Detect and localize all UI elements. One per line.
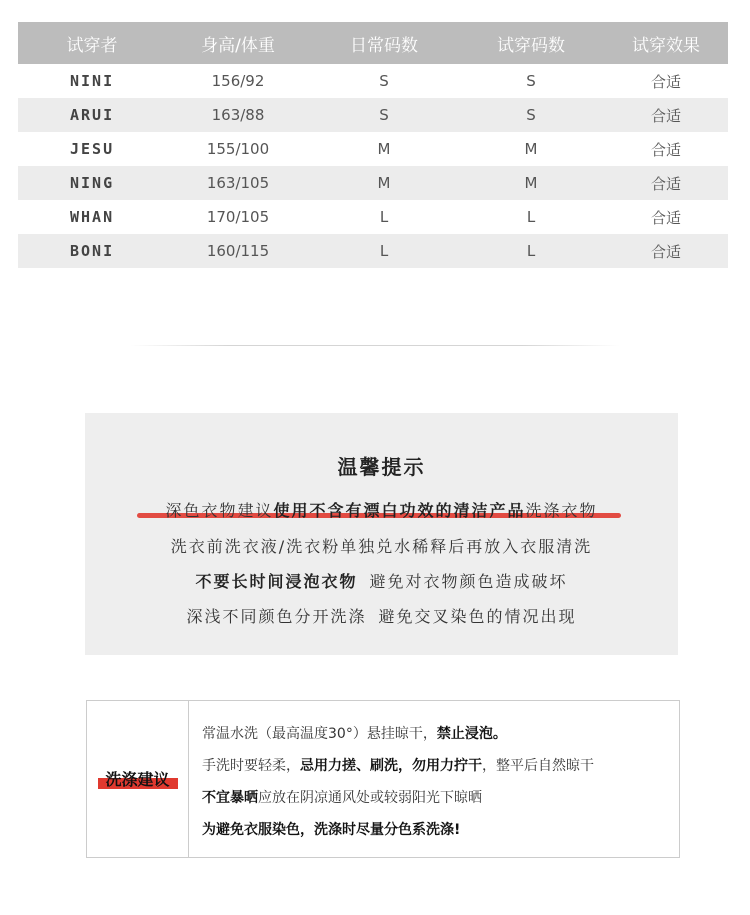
tip-line-separate [85,604,678,627]
tester-name: ARUI [70,106,115,124]
table-row [18,234,728,268]
daily-size: L [379,242,389,260]
tip-line-soak [85,569,678,592]
table-row [18,166,728,200]
wash-emphasis: 不宜暴晒 [202,790,258,806]
tester-name: JESU [70,140,115,158]
tester-name: BONI [70,242,115,260]
wash-text: 常温水洗（最高温度30°）悬挂晾干， [202,726,437,742]
wash-line-color [202,819,460,839]
trial-size: L [526,242,536,260]
daily-size: M [377,174,391,192]
trial-effect: 合适 [650,140,681,159]
daily-size: S [379,106,389,124]
trial-effect: 合适 [650,72,681,91]
table-row [18,132,728,166]
trial-size: S [526,106,536,124]
tips-title: 温馨提示 [337,455,426,479]
daily-size: M [377,140,391,158]
header-trial-effect: 试穿效果 [632,35,700,56]
height-weight: 163/88 [211,106,265,124]
wash-line-sun [202,787,482,807]
trial-size: M [524,140,538,158]
daily-size: S [379,72,389,90]
wash-emphasis: 禁止浸泡。 [436,726,507,742]
tip-emphasis: 使用不含有漂白功效的清洁产品 [273,501,526,520]
trial-effect: 合适 [650,208,681,227]
wash-text: 应放在阴凉通风处或较弱阳光下晾晒 [258,790,482,806]
header-height-weight: 身高/体重 [201,35,275,56]
washing-advice-box [86,700,680,858]
wash-text: 手洗时要轻柔， [202,758,300,774]
wash-line-handwash [202,755,594,775]
tip-text: 避免交叉染色的情况出现 [378,607,577,626]
tip-text: 深色衣物建议 [165,501,274,520]
wash-line-temperature [202,723,507,743]
section-divider [130,345,620,346]
header-tester: 试穿者 [66,35,118,56]
tester-name: NING [70,174,115,192]
tip-line-dilute: 洗衣前洗衣液/洗衣粉单独兑水稀释后再放入衣服清洗 [170,537,593,556]
height-weight: 156/92 [211,72,265,90]
table-row [18,98,728,132]
header-daily-size: 日常码数 [350,35,418,56]
trial-size: M [524,174,538,192]
tip-text: 洗涤衣物 [525,501,598,520]
tester-name: NINI [70,72,115,90]
header-trial-size: 试穿码数 [497,35,565,56]
tips-box [85,413,678,655]
tester-name: WHAN [70,208,115,226]
trial-effect: 合适 [650,242,681,261]
table-row [18,200,728,234]
height-weight: 160/115 [206,242,270,260]
table-header [18,22,728,64]
wash-emphasis: 为避免衣服染色，洗涤时尽量分色系洗涤! [202,822,461,838]
height-weight: 155/100 [206,140,270,158]
trial-size: S [526,72,536,90]
table-row [18,64,728,98]
size-table [18,22,728,268]
tip-text: 深浅不同颜色分开洗涤 [186,607,367,626]
trial-size: L [526,208,536,226]
daily-size: L [379,208,389,226]
tip-line-detergent [85,498,678,521]
washing-label: 洗涤建议 [105,770,170,789]
wash-text: ，整平后自然晾干 [482,758,594,774]
trial-effect: 合适 [650,174,681,193]
tip-text: 避免对衣物颜色造成破坏 [369,572,568,591]
tip-emphasis: 不要长时间浸泡衣物 [195,572,358,591]
washing-label-column [87,701,189,857]
wash-emphasis: 忌用力搓、刷洗，勿用力拧干 [300,758,482,774]
height-weight: 163/105 [206,174,270,192]
height-weight: 170/105 [206,208,270,226]
trial-effect: 合适 [650,106,681,125]
